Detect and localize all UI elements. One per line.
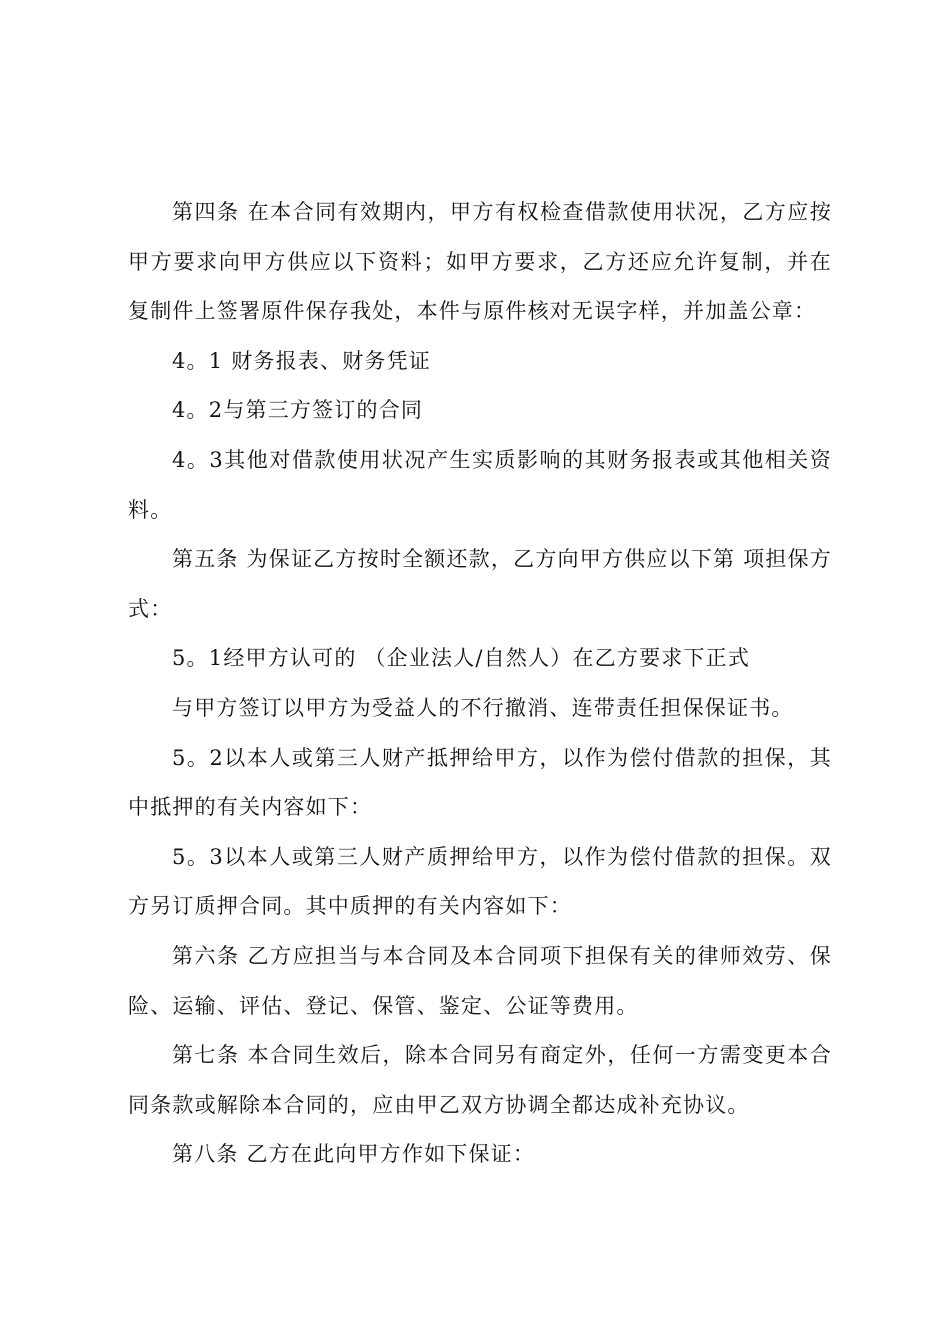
clause-5-2: 5。2以本人或第三人财产抵押给甲方，以作为偿付借款的担保，其中抵押的有关内容如下： [128,745,832,820]
article-4-paragraph: 第四条 在本合同有效期内，甲方有权检查借款使用状况，乙方应按甲方要求向甲方供应以下资料；如甲方要求，乙方还应允许复制，并在复制件上签署原件保存我处，本件与原件核对无误字样，并加盖公章： [128,200,832,324]
clause-4-3: 4。3其他对借款使用状况产生实质影响的其财务报表或其他相关资料。 [128,447,832,522]
clause-4-2: 4。2与第三方签订的合同 [172,398,424,423]
clause-5-1-continuation: 与甲方签订以甲方为受益人的不行撤消、连带责任担保保证书。 [172,695,794,720]
article-8-paragraph: 第八条 乙方在此向甲方作如下保证： [172,1142,536,1167]
clause-5-1: 5。1经甲方认可的 （企业法人/自然人）在乙方要求下正式 [172,646,751,671]
clause-5-3: 5。3以本人或第三人财产质押给甲方，以作为偿付借款的担保。双方另订质押合同。其中质押的有关内容如下： [128,844,832,919]
document-body [128,188,832,1180]
article-5-paragraph: 第五条 为保证乙方按时全额还款，乙方向甲方供应以下第 项担保方式： [128,547,832,621]
article-6-paragraph: 第六条 乙方应担当与本合同及本合同项下担保有关的律师效劳、保险、运输、评估、登记、保管、鉴定、公证等费用。 [128,943,832,1018]
article-7-paragraph: 第七条 本合同生效后，除本合同另有商定外，任何一方需变更本合同条款或解除本合同的，应由甲乙双方协调全都达成补充协议。 [128,1043,832,1117]
clause-4-1: 4。1 财务报表、财务凭证 [172,348,431,373]
